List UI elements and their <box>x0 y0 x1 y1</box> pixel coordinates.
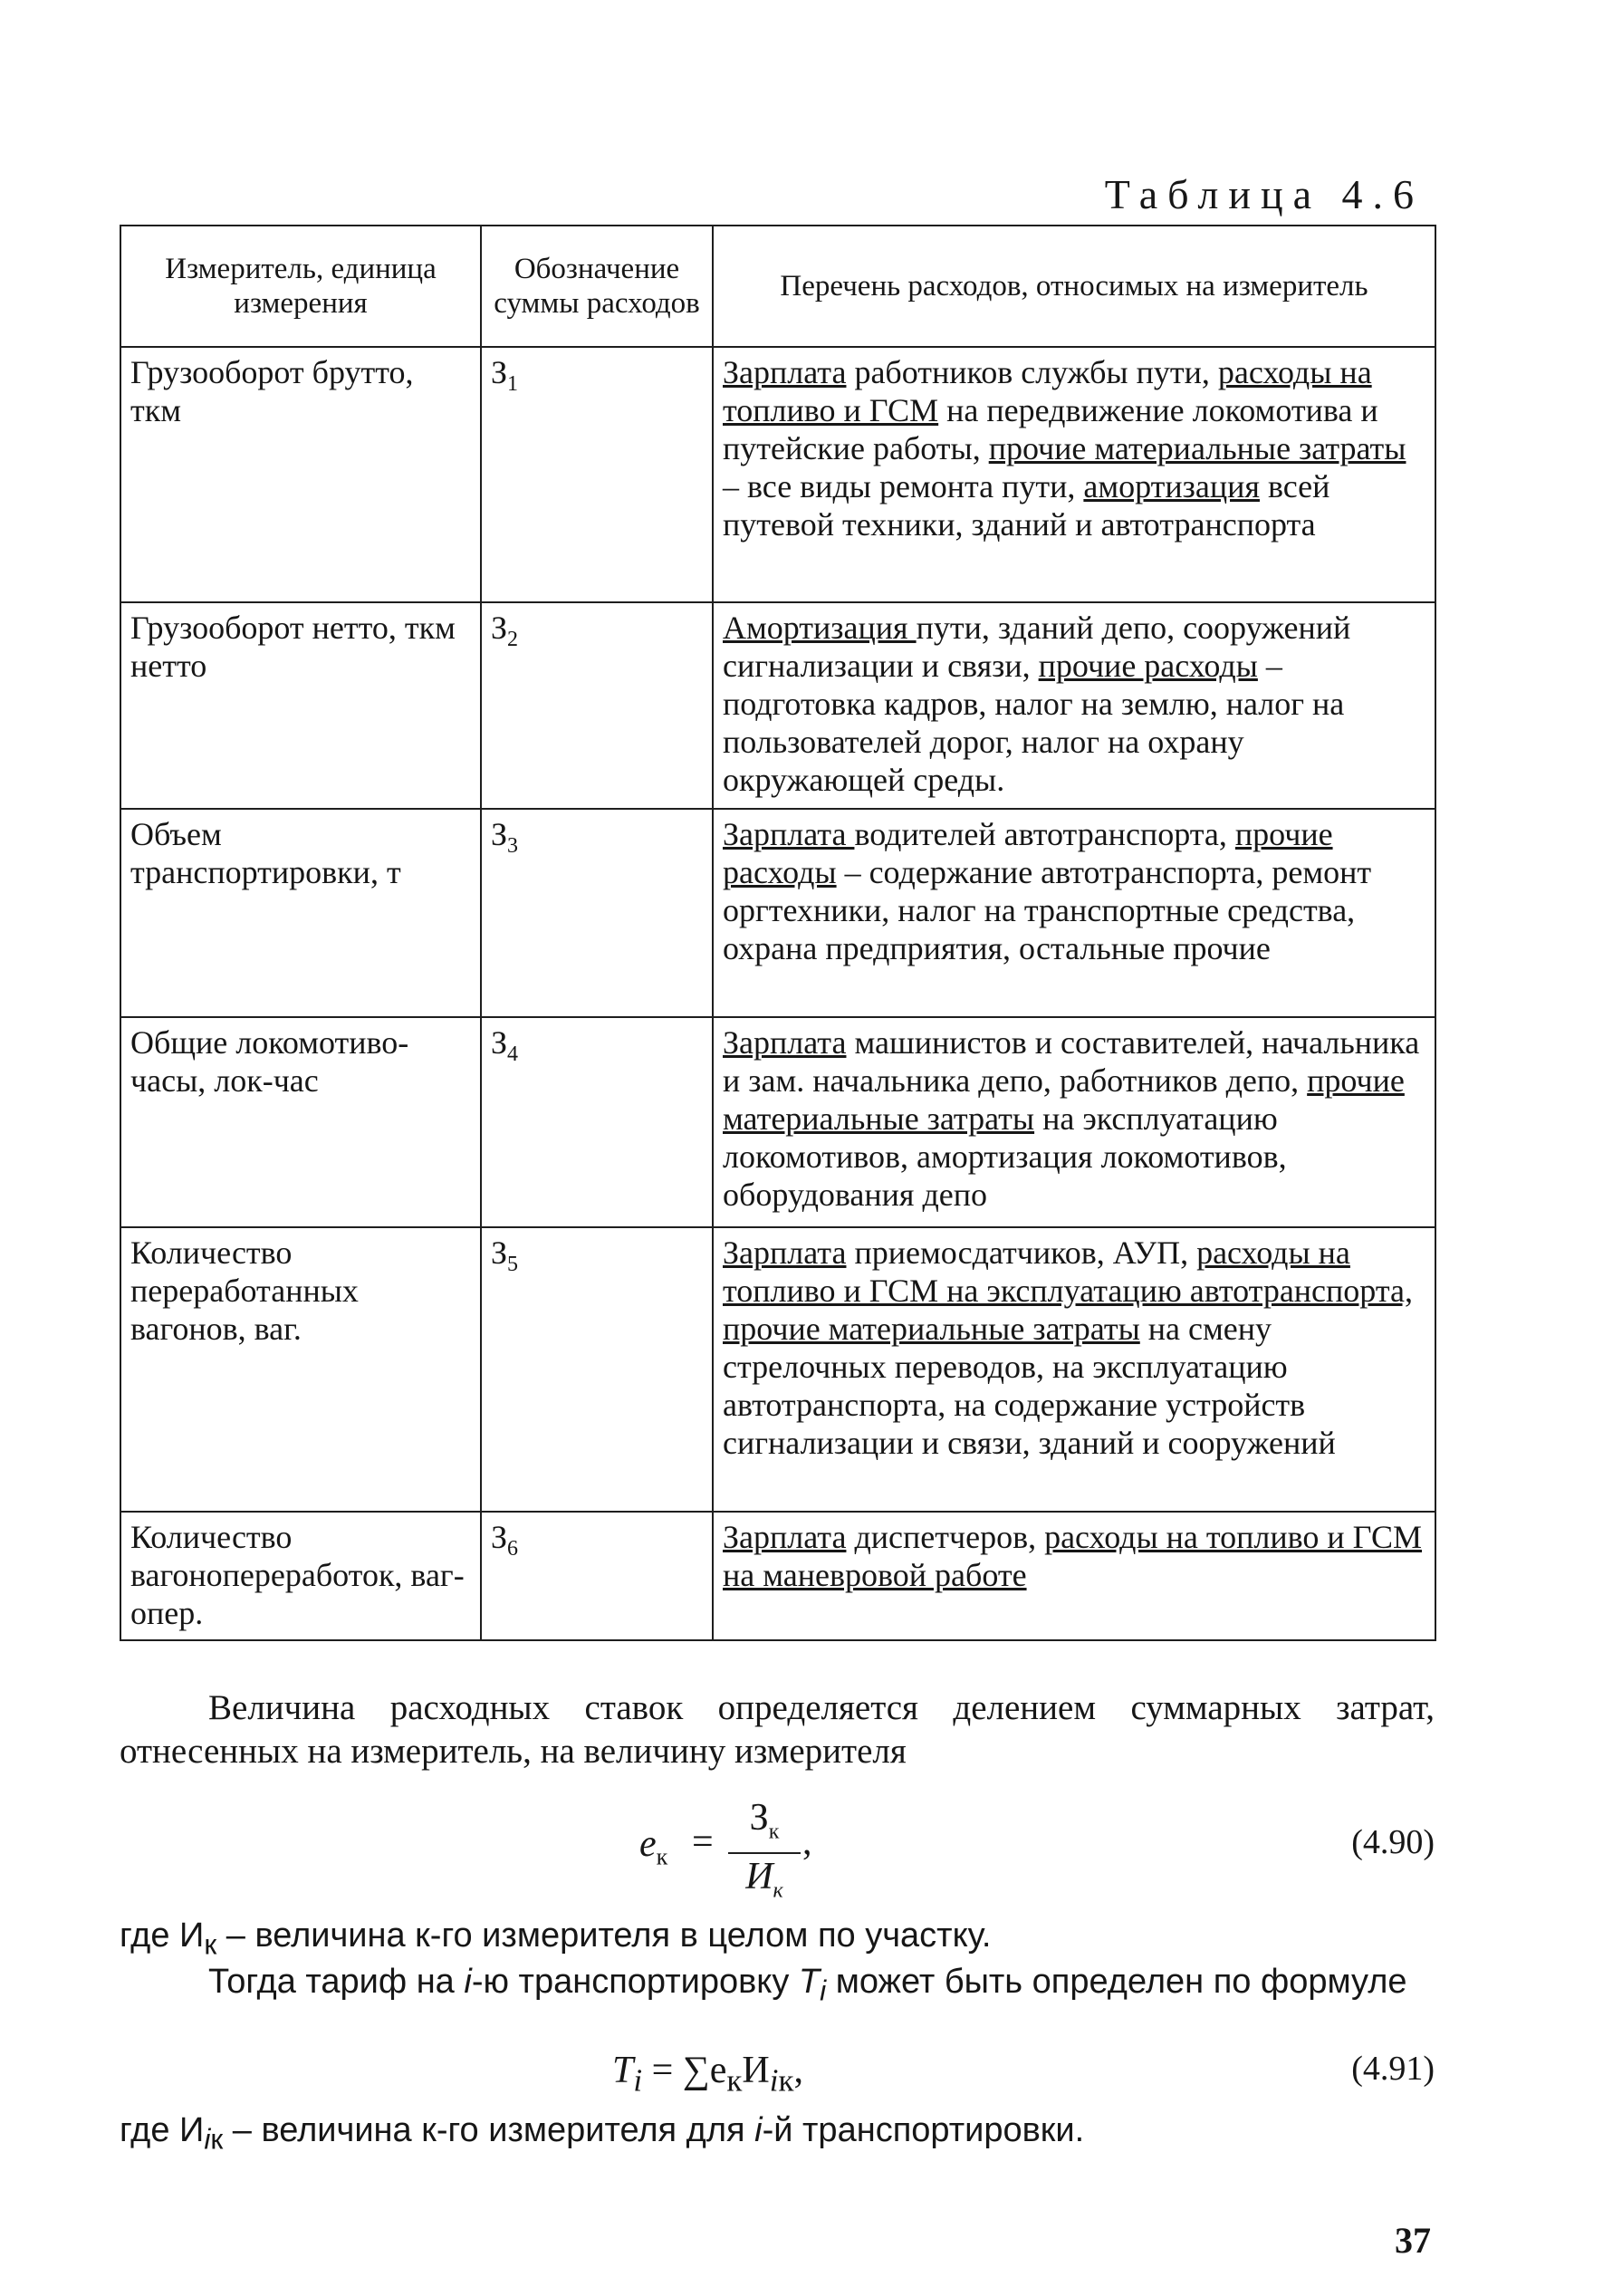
symbol-letter: З <box>491 1519 508 1555</box>
cost-item-underlined: Зарплата <box>723 1519 847 1555</box>
header-measure: Измеритель, единица измерения <box>120 226 481 347</box>
cost-item-underlined: прочие материальные затраты <box>988 430 1406 466</box>
table-row <box>120 809 1435 1017</box>
cost-text: – все виды ремонта пути, <box>723 468 1084 504</box>
equation-number-4-90: (4.90) <box>1351 1823 1435 1861</box>
cost-text: приемосдатчиков, АУП, <box>846 1234 1197 1271</box>
cell-costs <box>713 1017 1435 1227</box>
cost-item-underlined: прочие расходы <box>1038 648 1258 684</box>
symbol-index: 6 <box>507 1537 519 1561</box>
cell-measure: Грузооборот брутто, ткм <box>120 347 481 602</box>
cost-text: пути, зданий депо, сооружений сигнализации и связи, <box>723 610 1351 684</box>
cost-text: – подготовка кадров, налог на землю, налог на пользователей дорог, налог на охрану окружающей среды. <box>723 648 1345 798</box>
cell-symbol <box>481 1512 713 1640</box>
cell-symbol <box>481 602 713 809</box>
cost-item-underlined: прочие расходы <box>723 816 1333 890</box>
cost-text: диспетчеров, <box>846 1519 1045 1555</box>
formula-denominator: И <box>745 1856 773 1898</box>
paragraph-tariff: Тогда тариф на i-ю транспортировку $T_i$ может быть определен по формуле <box>208 1963 1407 2007</box>
cost-item-underlined: Зарплата <box>723 1024 847 1061</box>
table-header-row <box>120 226 1435 347</box>
formula-numerator-sub: к <box>768 1820 780 1844</box>
paragraph-where-ik: где $И_к$ – величина к-го измерителя в целом по участку. <box>120 1917 992 1961</box>
formula-equals: = <box>692 1821 714 1863</box>
formula-4-91: $T_i = \sum e_кИ_{iк}$, <box>612 2050 803 2099</box>
table-row <box>120 347 1435 602</box>
page-number: 37 <box>1395 2220 1431 2261</box>
symbol-index: 2 <box>507 628 519 652</box>
table-row <box>120 1017 1435 1227</box>
cost-text: – содержание автотранспорта, ремонт оргтехники, налог на транспортные средства, охрана предприятия, остальные прочие <box>723 854 1372 966</box>
formula-numerator: З <box>749 1797 769 1839</box>
cost-table <box>120 225 1436 1641</box>
symbol-letter: З <box>491 610 508 646</box>
symbol-index: 3 <box>507 834 519 859</box>
paragraph-rate-definition: Величина расходных ставок определяется делением суммарных затрат, отнесенных на измеритель, на величину измерителя <box>120 1688 1435 1771</box>
cell-costs <box>713 602 1435 809</box>
header-symbol: Обозначение суммы расходов <box>481 226 713 347</box>
cost-item-underlined: Зарплата <box>723 816 855 852</box>
cost-item-underlined: Амортизация <box>723 610 917 646</box>
cell-measure: Количество вагонопереработок, ваг-опер. <box>120 1512 481 1640</box>
symbol-index: 5 <box>507 1253 519 1277</box>
cost-text: на передвижение локомотива и путейские работы, <box>723 392 1378 466</box>
formula-fraction <box>728 1797 801 1914</box>
cost-item-underlined: прочие материальные затраты <box>723 1311 1140 1347</box>
formula-comma: , <box>802 1821 812 1863</box>
cost-text: водителей автотранспорта, <box>854 816 1235 852</box>
symbol-index: 4 <box>507 1042 519 1067</box>
symbol-letter: З <box>491 1234 508 1271</box>
symbol-letter: З <box>491 354 508 390</box>
formula-4-90 <box>639 1797 821 1903</box>
cost-text: работников службы пути, <box>846 354 1218 390</box>
table-caption: Таблица 4.6 <box>1104 171 1424 217</box>
cell-measure: Количество переработанных вагонов, ваг. <box>120 1227 481 1512</box>
header-costs: Перечень расходов, относимых на измеритель <box>713 226 1435 347</box>
cell-symbol <box>481 347 713 602</box>
cost-item-underlined: Зарплата <box>723 354 847 390</box>
cost-text: на эксплуатацию локомотивов, амортизация локомотивов, оборудования депо <box>723 1100 1287 1213</box>
equation-number-4-91: (4.91) <box>1351 2050 1435 2088</box>
cell-costs <box>713 347 1435 602</box>
cell-measure: Общие локомотиво-часы, лок-час <box>120 1017 481 1227</box>
cell-measure: Грузооборот нетто, ткм нетто <box>120 602 481 809</box>
formula-lhs: e <box>639 1823 657 1865</box>
cost-text: на смену стрелочных переводов, на эксплуатацию автотранспорта, на содержание устройств сигнализации и связи, зданий и сооружений <box>723 1311 1336 1461</box>
formula-denominator-sub: к <box>773 1878 783 1903</box>
cell-measure: Объем транспортировки, т <box>120 809 481 1017</box>
cost-text: машинистов и составителей, начальника и зам. начальника депо, работников депо, <box>723 1024 1420 1099</box>
cell-costs <box>713 1512 1435 1640</box>
cell-costs <box>713 809 1435 1017</box>
symbol-index: 1 <box>507 372 519 397</box>
paragraph-where-iik: где $И_{iк}$ – величина к-го измерителя для i-й транспортировки. <box>120 2111 1085 2156</box>
cost-text: всей путевой техники, зданий и автотранспорта <box>723 468 1330 543</box>
formula-lhs-sub: к <box>656 1843 668 1870</box>
cell-costs <box>713 1227 1435 1512</box>
table-row <box>120 602 1435 809</box>
cost-item-underlined: расходы на топливо и ГСМ на эксплуатацию автотранспорта, <box>723 1234 1413 1309</box>
cost-item-underlined: амортизация <box>1083 468 1260 504</box>
cost-item-underlined: расходы на топливо и ГСМ на маневровой работе <box>723 1519 1423 1593</box>
symbol-letter: З <box>491 816 508 852</box>
table-row <box>120 1227 1435 1512</box>
table-row <box>120 1512 1435 1640</box>
cell-symbol <box>481 1227 713 1512</box>
symbol-letter: З <box>491 1024 508 1061</box>
cell-symbol <box>481 809 713 1017</box>
cell-symbol <box>481 1017 713 1227</box>
cost-item-underlined: прочие материальные затраты <box>723 1062 1405 1137</box>
cost-item-underlined: расходы на топливо и ГСМ <box>723 354 1372 428</box>
cost-item-underlined: Зарплата <box>723 1234 847 1271</box>
